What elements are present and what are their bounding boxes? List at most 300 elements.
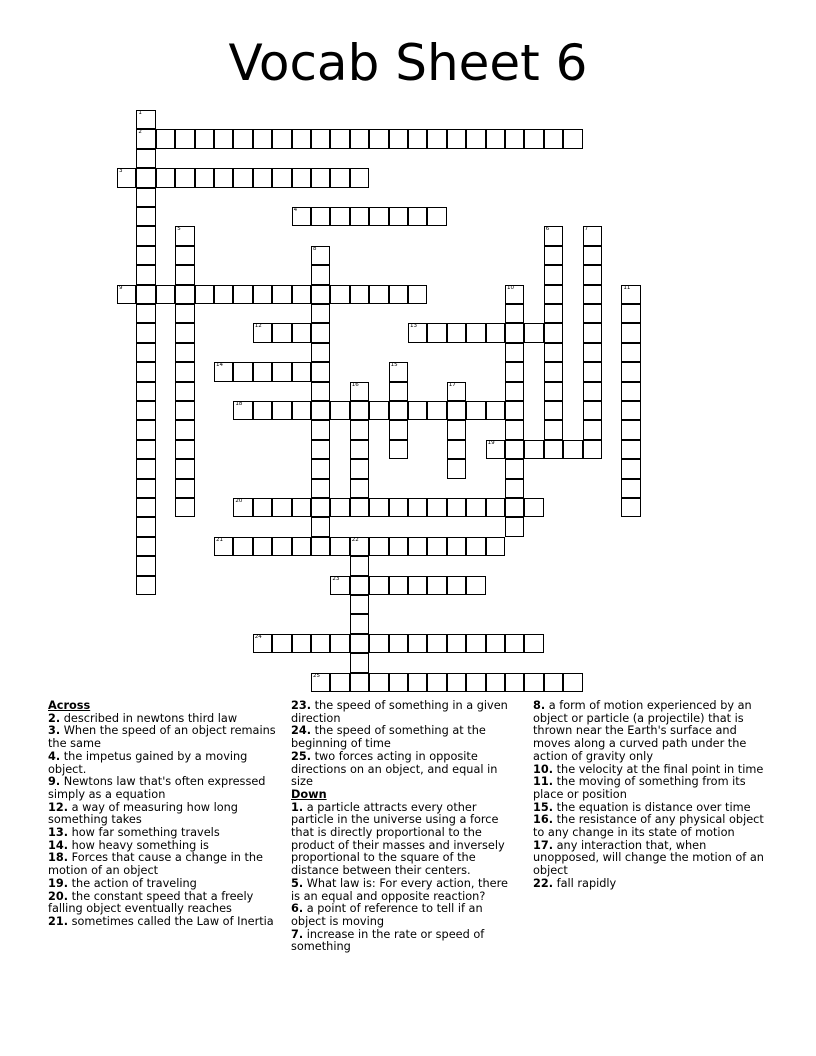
grid-cell[interactable] [253, 168, 272, 187]
grid-cell[interactable] [330, 207, 349, 226]
clue-number: 2 [138, 129, 142, 136]
grid-cell[interactable] [175, 285, 194, 304]
grid-cell[interactable] [136, 479, 155, 498]
grid-cell[interactable] [233, 285, 252, 304]
grid-cell[interactable] [524, 129, 543, 148]
grid-cell[interactable] [486, 129, 505, 148]
grid-cell[interactable] [272, 634, 291, 653]
grid-cell[interactable] [389, 440, 408, 459]
grid-cell[interactable] [621, 362, 640, 381]
grid-cell[interactable] [389, 673, 408, 692]
clues-column-3 [533, 700, 768, 891]
grid-cell[interactable] [466, 634, 485, 653]
grid-cell[interactable] [272, 498, 291, 517]
grid-cell[interactable] [156, 168, 175, 187]
grid-cell[interactable] [272, 323, 291, 342]
grid-cell[interactable] [408, 285, 427, 304]
grid-cell[interactable] [233, 168, 252, 187]
grid-cell[interactable] [544, 129, 563, 148]
grid-cell[interactable] [253, 537, 272, 556]
grid-cell[interactable] [369, 498, 388, 517]
grid-cell[interactable] [253, 401, 272, 420]
grid-cell[interactable] [253, 285, 272, 304]
clue-number: 21 [216, 536, 223, 543]
grid-cell[interactable] [253, 323, 272, 342]
grid-cell[interactable] [292, 323, 311, 342]
grid-cell[interactable] [136, 576, 155, 595]
grid-cell[interactable] [311, 343, 330, 362]
grid-cell[interactable] [253, 129, 272, 148]
grid-cell[interactable] [389, 498, 408, 517]
grid-cell[interactable] [233, 362, 252, 381]
grid-cell[interactable] [505, 420, 524, 439]
grid-cell[interactable] [136, 459, 155, 478]
grid-cell[interactable] [621, 304, 640, 323]
grid-cell[interactable] [466, 401, 485, 420]
grid-cell[interactable] [621, 401, 640, 420]
grid-cell[interactable] [583, 304, 602, 323]
grid-cell[interactable] [272, 285, 291, 304]
grid-cell[interactable] [466, 673, 485, 692]
grid-cell[interactable] [505, 673, 524, 692]
grid-cell[interactable] [175, 168, 194, 187]
grid-cell[interactable] [583, 285, 602, 304]
grid-cell[interactable] [292, 401, 311, 420]
grid-cell[interactable] [350, 207, 369, 226]
grid-cell[interactable] [272, 168, 291, 187]
grid-cell[interactable] [136, 362, 155, 381]
clue-item-text: a way of measuring how long something takes [48, 800, 238, 827]
grid-cell[interactable] [524, 323, 543, 342]
grid-cell[interactable] [136, 440, 155, 459]
grid-cell[interactable] [175, 479, 194, 498]
grid-cell[interactable] [330, 498, 349, 517]
grid-cell[interactable] [544, 285, 563, 304]
grid-cell[interactable] [544, 265, 563, 284]
grid-cell[interactable] [272, 362, 291, 381]
grid-cell[interactable] [311, 498, 330, 517]
grid-cell[interactable] [524, 498, 543, 517]
grid-cell[interactable] [427, 129, 446, 148]
grid-cell[interactable] [175, 440, 194, 459]
grid-cell[interactable] [544, 382, 563, 401]
clue-number: 18 [235, 401, 243, 407]
grid-cell[interactable] [524, 440, 543, 459]
grid-cell[interactable] [621, 285, 640, 304]
grid-cell[interactable] [544, 420, 563, 439]
grid-cell[interactable] [330, 537, 349, 556]
grid-cell[interactable] [330, 673, 349, 692]
clue-number: 3 [119, 168, 123, 175]
grid-cell[interactable] [175, 265, 194, 284]
grid-cell[interactable] [330, 576, 349, 595]
grid-cell[interactable] [447, 382, 466, 401]
grid-cell[interactable] [427, 634, 446, 653]
grid-cell[interactable] [136, 382, 155, 401]
grid-cell[interactable] [447, 459, 466, 478]
grid-cell[interactable] [544, 304, 563, 323]
clue-item [291, 802, 516, 878]
grid-cell[interactable] [544, 362, 563, 381]
grid-cell[interactable] [408, 537, 427, 556]
grid-cell[interactable] [447, 401, 466, 420]
grid-cell[interactable] [214, 129, 233, 148]
grid-cell[interactable] [369, 207, 388, 226]
grid-cell[interactable] [544, 226, 563, 245]
grid-cell[interactable] [350, 401, 369, 420]
grid-cell[interactable] [486, 634, 505, 653]
grid-cell[interactable] [350, 673, 369, 692]
grid-cell[interactable] [175, 246, 194, 265]
clue-item [48, 916, 278, 929]
grid-cell[interactable] [311, 246, 330, 265]
grid-cell[interactable] [447, 323, 466, 342]
grid-cell[interactable] [544, 246, 563, 265]
grid-cell[interactable] [408, 323, 427, 342]
grid-cell[interactable] [272, 537, 291, 556]
grid-cell[interactable] [311, 673, 330, 692]
grid-cell[interactable] [233, 129, 252, 148]
grid-cell[interactable] [175, 459, 194, 478]
grid-cell[interactable] [136, 323, 155, 342]
grid-cell[interactable] [350, 382, 369, 401]
grid-cell[interactable] [447, 440, 466, 459]
grid-cell[interactable] [369, 673, 388, 692]
grid-cell[interactable] [330, 285, 349, 304]
grid-cell[interactable] [311, 382, 330, 401]
grid-cell[interactable] [583, 265, 602, 284]
grid-cell[interactable] [350, 168, 369, 187]
grid-cell[interactable] [486, 498, 505, 517]
grid-cell[interactable] [175, 498, 194, 517]
clue-number: 8 [313, 245, 317, 252]
grid-cell[interactable] [272, 401, 291, 420]
grid-cell[interactable] [583, 343, 602, 362]
grid-cell[interactable] [330, 129, 349, 148]
grid-cell[interactable] [447, 576, 466, 595]
grid-cell[interactable] [466, 576, 485, 595]
grid-cell[interactable] [505, 459, 524, 478]
grid-cell[interactable] [292, 498, 311, 517]
grid-cell[interactable] [311, 420, 330, 439]
grid-cell[interactable] [175, 304, 194, 323]
grid-cell[interactable] [253, 498, 272, 517]
grid-cell[interactable] [447, 420, 466, 439]
grid-cell[interactable] [292, 168, 311, 187]
grid-cell[interactable] [466, 537, 485, 556]
grid-cell[interactable] [447, 673, 466, 692]
grid-cell[interactable] [136, 420, 155, 439]
grid-cell[interactable] [447, 537, 466, 556]
grid-cell[interactable] [427, 498, 446, 517]
grid-cell[interactable] [195, 168, 214, 187]
grid-cell[interactable] [233, 401, 252, 420]
grid-cell[interactable] [214, 362, 233, 381]
grid-cell[interactable] [233, 537, 252, 556]
grid-cell[interactable] [214, 537, 233, 556]
clue-item [48, 852, 278, 877]
grid-cell[interactable] [466, 323, 485, 342]
grid-cell[interactable] [389, 537, 408, 556]
grid-cell[interactable] [583, 362, 602, 381]
grid-cell[interactable] [505, 634, 524, 653]
grid-cell[interactable] [583, 226, 602, 245]
grid-cell[interactable] [350, 556, 369, 575]
grid-cell[interactable] [292, 207, 311, 226]
clue-item-text: the speed of something in a given direction [291, 699, 508, 725]
grid-cell[interactable] [311, 129, 330, 148]
grid-cell[interactable] [175, 129, 194, 148]
grid-cell[interactable] [505, 479, 524, 498]
grid-cell[interactable] [311, 168, 330, 187]
across-clue-list [48, 713, 278, 929]
grid-cell[interactable] [136, 401, 155, 420]
grid-cell[interactable] [466, 498, 485, 517]
grid-cell[interactable] [389, 420, 408, 439]
grid-cell[interactable] [621, 420, 640, 439]
grid-cell[interactable] [447, 634, 466, 653]
grid-cell[interactable] [505, 517, 524, 536]
grid-cell[interactable] [505, 304, 524, 323]
grid-cell[interactable] [505, 343, 524, 362]
grid-cell[interactable] [175, 420, 194, 439]
grid-cell[interactable] [136, 265, 155, 284]
grid-cell[interactable] [583, 401, 602, 420]
grid-cell[interactable] [505, 382, 524, 401]
grid-cell[interactable] [369, 129, 388, 148]
grid-cell[interactable] [311, 265, 330, 284]
grid-cell[interactable] [175, 343, 194, 362]
grid-cell[interactable] [389, 129, 408, 148]
grid-cell[interactable] [621, 382, 640, 401]
grid-cell[interactable] [408, 129, 427, 148]
grid-cell[interactable] [136, 304, 155, 323]
grid-cell[interactable] [524, 634, 543, 653]
grid-cell[interactable] [136, 226, 155, 245]
grid-cell[interactable] [292, 129, 311, 148]
grid-cell[interactable] [486, 673, 505, 692]
grid-cell[interactable] [427, 576, 446, 595]
grid-cell[interactable] [486, 440, 505, 459]
grid-cell[interactable] [408, 498, 427, 517]
grid-cell[interactable] [292, 285, 311, 304]
grid-cell[interactable] [136, 285, 155, 304]
clue-item-text: the action of traveling [68, 876, 197, 890]
grid-cell[interactable] [350, 285, 369, 304]
grid-cell[interactable] [175, 323, 194, 342]
grid-cell[interactable] [214, 285, 233, 304]
grid-cell[interactable] [408, 207, 427, 226]
grid-cell[interactable] [350, 614, 369, 633]
grid-cell[interactable] [175, 362, 194, 381]
grid-cell[interactable] [350, 595, 369, 614]
grid-cell[interactable] [369, 285, 388, 304]
grid-cell[interactable] [369, 537, 388, 556]
grid-cell[interactable] [544, 323, 563, 342]
grid-cell[interactable] [389, 382, 408, 401]
grid-cell[interactable] [389, 207, 408, 226]
grid-cell[interactable] [389, 285, 408, 304]
grid-cell[interactable] [583, 420, 602, 439]
grid-cell[interactable] [466, 129, 485, 148]
grid-cell[interactable] [621, 343, 640, 362]
grid-cell[interactable] [505, 323, 524, 342]
clue-number: 6 [545, 226, 550, 233]
grid-cell[interactable] [311, 362, 330, 381]
grid-cell[interactable] [408, 634, 427, 653]
grid-cell[interactable] [369, 576, 388, 595]
grid-cell[interactable] [369, 401, 388, 420]
grid-cell[interactable] [369, 634, 388, 653]
grid-cell[interactable] [621, 323, 640, 342]
grid-cell[interactable] [311, 401, 330, 420]
grid-cell[interactable] [272, 129, 291, 148]
grid-cell[interactable] [350, 634, 369, 653]
grid-cell[interactable] [486, 401, 505, 420]
grid-cell[interactable] [583, 382, 602, 401]
grid-cell[interactable] [136, 517, 155, 536]
grid-cell[interactable] [486, 537, 505, 556]
grid-cell[interactable] [136, 188, 155, 207]
grid-cell[interactable] [136, 537, 155, 556]
grid-cell[interactable] [311, 207, 330, 226]
grid-cell[interactable] [311, 634, 330, 653]
grid-cell[interactable] [136, 168, 155, 187]
grid-cell[interactable] [505, 362, 524, 381]
clue-item-number: 13. [48, 826, 69, 840]
grid-cell[interactable] [583, 246, 602, 265]
grid-cell[interactable] [136, 149, 155, 168]
grid-cell[interactable] [350, 653, 369, 672]
grid-cell[interactable] [427, 207, 446, 226]
grid-cell[interactable] [583, 440, 602, 459]
grid-cell[interactable] [311, 537, 330, 556]
clue-item-number: 23. [291, 699, 312, 712]
grid-cell[interactable] [389, 401, 408, 420]
grid-cell[interactable] [292, 537, 311, 556]
grid-cell[interactable] [350, 440, 369, 459]
grid-cell[interactable] [350, 420, 369, 439]
grid-cell[interactable] [311, 479, 330, 498]
grid-cell[interactable] [583, 323, 602, 342]
grid-cell[interactable] [195, 285, 214, 304]
grid-cell[interactable] [408, 673, 427, 692]
grid-cell[interactable] [524, 673, 543, 692]
grid-cell[interactable] [389, 576, 408, 595]
clue-item [291, 725, 516, 750]
grid-cell[interactable] [136, 129, 155, 148]
grid-cell[interactable] [544, 440, 563, 459]
grid-cell[interactable] [621, 498, 640, 517]
grid-cell[interactable] [233, 498, 252, 517]
grid-cell[interactable] [505, 285, 524, 304]
grid-cell[interactable] [621, 440, 640, 459]
grid-cell[interactable] [330, 401, 349, 420]
clue-item-text: sometimes called the Law of Inertia [68, 914, 274, 928]
clue-item [48, 725, 278, 750]
clue-item-number: 10. [533, 762, 554, 776]
grid-cell[interactable] [408, 576, 427, 595]
clue-item-number: 15. [533, 800, 554, 814]
grid-cell[interactable] [621, 459, 640, 478]
grid-cell[interactable] [563, 129, 582, 148]
grid-cell[interactable] [330, 168, 349, 187]
grid-cell[interactable] [427, 323, 446, 342]
grid-cell[interactable] [175, 401, 194, 420]
grid-cell[interactable] [311, 440, 330, 459]
grid-cell[interactable] [389, 362, 408, 381]
grid-cell[interactable] [136, 207, 155, 226]
grid-cell[interactable] [330, 634, 349, 653]
grid-cell[interactable] [544, 673, 563, 692]
grid-cell[interactable] [505, 129, 524, 148]
clue-item [291, 903, 516, 928]
grid-cell[interactable] [175, 226, 194, 245]
grid-cell[interactable] [544, 401, 563, 420]
clue-item-text: any interaction that, when unopposed, will change the motion of an object [533, 838, 764, 878]
grid-cell[interactable] [408, 401, 427, 420]
clue-item-text: Newtons law that's often expressed simply as a equation [48, 775, 266, 801]
grid-cell[interactable] [350, 459, 369, 478]
grid-cell[interactable] [505, 440, 524, 459]
grid-cell[interactable] [621, 479, 640, 498]
clue-item-number: 20. [48, 889, 69, 903]
grid-cell[interactable] [136, 556, 155, 575]
grid-cell[interactable] [311, 304, 330, 323]
grid-cell[interactable] [427, 673, 446, 692]
grid-cell[interactable] [447, 129, 466, 148]
clue-number: 22 [351, 536, 359, 543]
grid-cell[interactable] [136, 343, 155, 362]
grid-cell[interactable] [427, 537, 446, 556]
grid-cell[interactable] [214, 168, 233, 187]
grid-cell[interactable] [311, 285, 330, 304]
grid-cell[interactable] [350, 129, 369, 148]
grid-cell[interactable] [156, 129, 175, 148]
grid-cell[interactable] [563, 440, 582, 459]
grid-cell[interactable] [563, 673, 582, 692]
grid-cell[interactable] [447, 498, 466, 517]
grid-cell[interactable] [311, 323, 330, 342]
clue-item [533, 700, 768, 764]
grid-cell[interactable] [195, 129, 214, 148]
grid-cell[interactable] [389, 634, 408, 653]
grid-cell[interactable] [505, 401, 524, 420]
clue-number: 13 [410, 323, 417, 330]
grid-cell[interactable] [136, 110, 155, 129]
grid-cell[interactable] [311, 459, 330, 478]
grid-cell[interactable] [136, 498, 155, 517]
grid-cell[interactable] [117, 285, 136, 304]
grid-cell[interactable] [253, 362, 272, 381]
grid-cell[interactable] [350, 576, 369, 595]
grid-cell[interactable] [350, 498, 369, 517]
grid-cell[interactable] [292, 634, 311, 653]
grid-cell[interactable] [544, 343, 563, 362]
grid-cell[interactable] [253, 634, 272, 653]
grid-cell[interactable] [156, 285, 175, 304]
grid-cell[interactable] [350, 479, 369, 498]
grid-cell[interactable] [292, 362, 311, 381]
grid-cell[interactable] [505, 498, 524, 517]
grid-cell[interactable] [350, 537, 369, 556]
grid-cell[interactable] [117, 168, 136, 187]
grid-cell[interactable] [427, 401, 446, 420]
grid-cell[interactable] [136, 246, 155, 265]
grid-cell[interactable] [311, 517, 330, 536]
grid-cell[interactable] [486, 323, 505, 342]
grid-cell[interactable] [175, 382, 194, 401]
